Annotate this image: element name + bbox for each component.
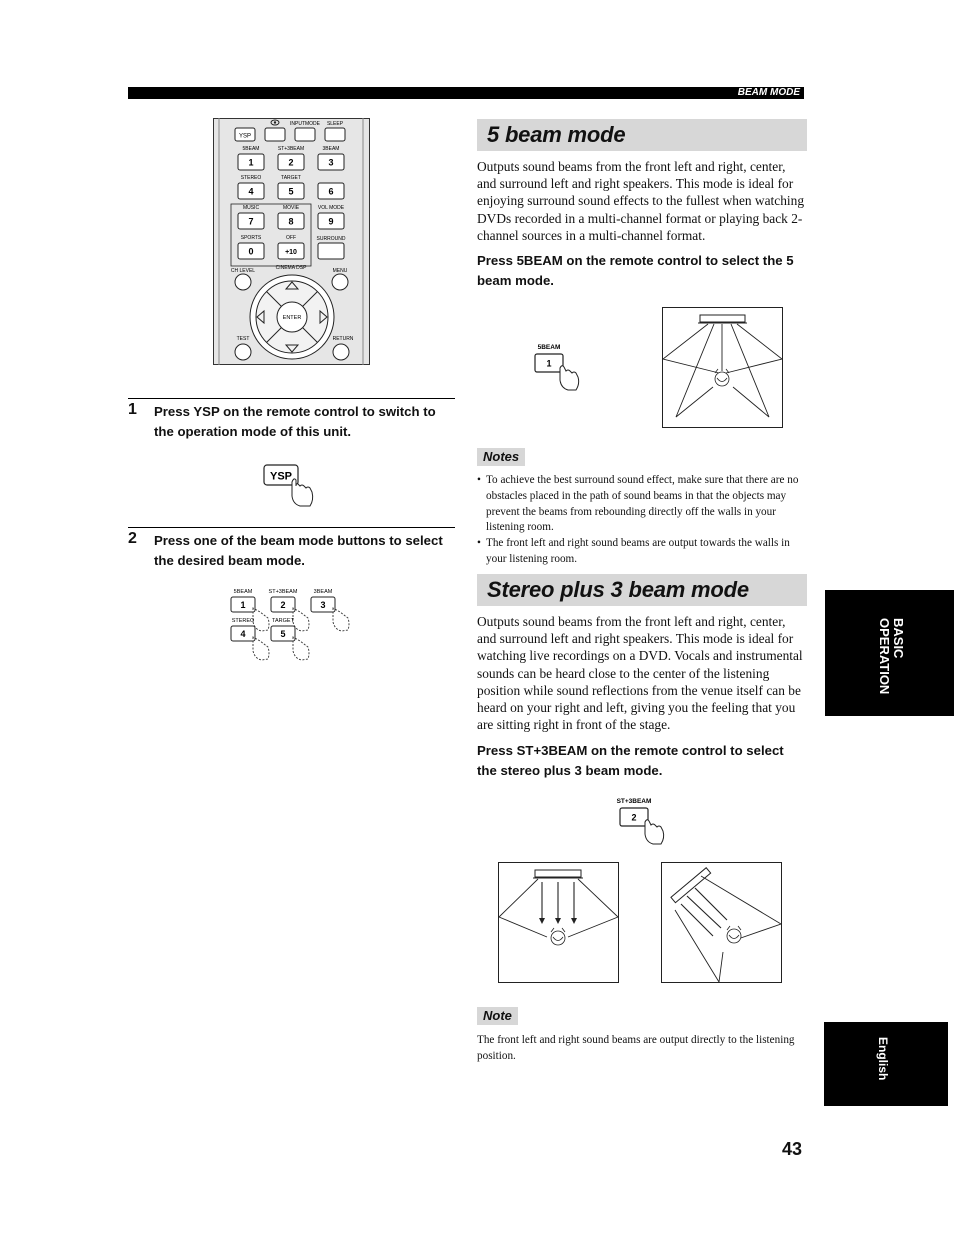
step-2-text: Press one of the beam mode buttons to select the desired beam mode. — [154, 533, 443, 568]
svg-text:6: 6 — [328, 186, 334, 197]
stereo-three-instruction: Press ST+3BEAM on the remote control to select the stereo plus 3 beam mode. — [477, 743, 784, 778]
side-tab-english-label: English — [876, 1037, 890, 1081]
svg-text:ST+3BEAM: ST+3BEAM — [277, 146, 305, 152]
svg-text:VOL MODE: VOL MODE — [317, 205, 345, 211]
svg-text:TARGET: TARGET — [281, 175, 301, 181]
svg-text:0: 0 — [248, 246, 254, 257]
svg-text:5: 5 — [288, 186, 294, 197]
svg-text:5BEAM: 5BEAM — [242, 146, 260, 152]
svg-text:OFF: OFF — [286, 235, 296, 241]
svg-text:+10: +10 — [285, 249, 297, 256]
svg-text:SPORTS: SPORTS — [240, 235, 262, 241]
stereo-three-note-text: The front left and right sound beams are output directly to the listening position. — [477, 1034, 795, 1062]
side-tab-basic-operation — [825, 590, 954, 716]
step-1-rule — [128, 398, 455, 399]
pointing-hand-icon — [560, 366, 579, 390]
remote-control-illustration — [213, 118, 371, 366]
svg-text:3: 3 — [328, 157, 334, 168]
stereo-three-room-diagram-front — [498, 862, 620, 983]
svg-text:1: 1 — [240, 600, 246, 610]
svg-text:3: 3 — [320, 600, 326, 610]
header-section-label: BEAM MODE — [737, 87, 800, 98]
five-beam-instruction: Press 5BEAM on the remote control to select the 5 beam mode. — [477, 253, 794, 288]
st3beam-button-label: ST+3BEAM — [616, 798, 652, 805]
svg-text:TEST: TEST — [236, 336, 250, 342]
svg-text:MOVIE: MOVIE — [282, 205, 300, 211]
step-2-rule — [128, 527, 455, 528]
svg-text:2: 2 — [288, 157, 294, 168]
pointing-hand-icon — [645, 820, 664, 844]
svg-text:STEREO: STEREO — [231, 618, 255, 624]
step-1-number: 1 — [128, 401, 137, 418]
header-bar — [128, 87, 804, 99]
remote-ysp-key: YSP — [238, 133, 252, 140]
speaker-bar-icon — [700, 315, 745, 322]
five-beam-title-bar — [477, 119, 807, 151]
svg-text:1: 1 — [546, 358, 552, 369]
svg-text:TARGET: TARGET — [272, 618, 294, 624]
note-item: • To achieve the best surround sound effect, make sure that there are no obstacles placed in the path of sound beams in that the objects may prevent the beams from rebounding directly off the walls in your listening room. — [477, 473, 805, 536]
five-beam-room-diagram — [662, 307, 784, 428]
five-beam-notes-list — [477, 473, 805, 568]
stereo-three-note-title: Note — [483, 1008, 512, 1023]
svg-text:SURROUND: SURROUND — [316, 236, 346, 242]
svg-text:5: 5 — [280, 629, 286, 639]
five-beam-notes-tag — [477, 448, 525, 466]
svg-text:5BEAM: 5BEAM — [233, 589, 253, 595]
ysp-button-label: YSP — [269, 470, 293, 483]
svg-text:MUSIC: MUSIC — [242, 205, 260, 211]
step-2-number: 2 — [128, 530, 137, 547]
five-beam-notes-title: Notes — [483, 449, 520, 464]
five-beam-button-label: 5BEAM — [537, 344, 561, 351]
side-tab-basic-operation-label: BASIC OPERATION — [877, 618, 906, 695]
stereo-three-title-bar — [477, 574, 807, 606]
svg-text:MENU: MENU — [332, 268, 348, 274]
remote-sleep-label: SLEEP — [326, 121, 344, 127]
stereo-three-body: Outputs sound beams from the front left and right, center, and surround left and right speakers. This mode is ideal for watching live recordings on a DVD. Vocals and instrumental sounds can be heard close to the center of the listening position while sound reflections from the venue itself can be heard on your right and left, giving you the feeling that you are sitting right in front of the stage. — [477, 614, 803, 733]
svg-text:4: 4 — [248, 186, 254, 197]
pointing-hand-icon — [292, 479, 313, 506]
svg-text:7: 7 — [248, 216, 254, 227]
stereo-three-title: Stereo plus 3 beam mode — [487, 577, 749, 602]
svg-text:2: 2 — [280, 600, 286, 610]
page-number: 43 — [782, 1139, 803, 1159]
svg-text:3BEAM: 3BEAM — [322, 146, 340, 152]
stereo-three-note-tag — [477, 1007, 518, 1025]
svg-text:3BEAM: 3BEAM — [313, 589, 333, 595]
stereo-three-room-diagram-angled — [661, 862, 783, 983]
five-beam-title: 5 beam mode — [487, 122, 626, 147]
svg-text:8: 8 — [288, 216, 294, 227]
svg-text:CINEMA DSP: CINEMA DSP — [275, 265, 307, 271]
speaker-bar-icon — [535, 870, 581, 877]
svg-text:ST+3BEAM: ST+3BEAM — [268, 589, 298, 595]
remote-inputmode-label: INPUTMODE — [290, 121, 320, 127]
ysp-button-illustration — [262, 462, 322, 510]
five-beam-button-illustration — [530, 340, 590, 394]
st3beam-button-illustration — [610, 794, 674, 848]
five-beam-body: Outputs sound beams from the front left and right, center, and surround left and right speakers. This mode is ideal for enjoying surround sound effects to the fullest when watching DVDs recorded in a multi-channel format or playing back 2-channel sources in a multi-channel format. — [477, 159, 805, 243]
step-1-text: Press YSP on the remote control to switch to the operation mode of this unit. — [154, 404, 436, 439]
svg-text:4: 4 — [240, 629, 246, 639]
beam-buttons-illustration — [226, 584, 356, 664]
svg-text:RETURN: RETURN — [332, 336, 354, 342]
side-tab-english — [824, 1022, 948, 1106]
svg-text:9: 9 — [328, 216, 334, 227]
svg-text:CH LEVEL: CH LEVEL — [230, 268, 256, 274]
note-item: • The front left and right sound beams are output towards the walls in your listening room. — [477, 536, 805, 568]
remote-enter-key: ENTER — [282, 315, 302, 321]
svg-text:2: 2 — [631, 812, 637, 823]
svg-text:STEREO: STEREO — [240, 175, 262, 181]
svg-text:1: 1 — [248, 157, 254, 168]
